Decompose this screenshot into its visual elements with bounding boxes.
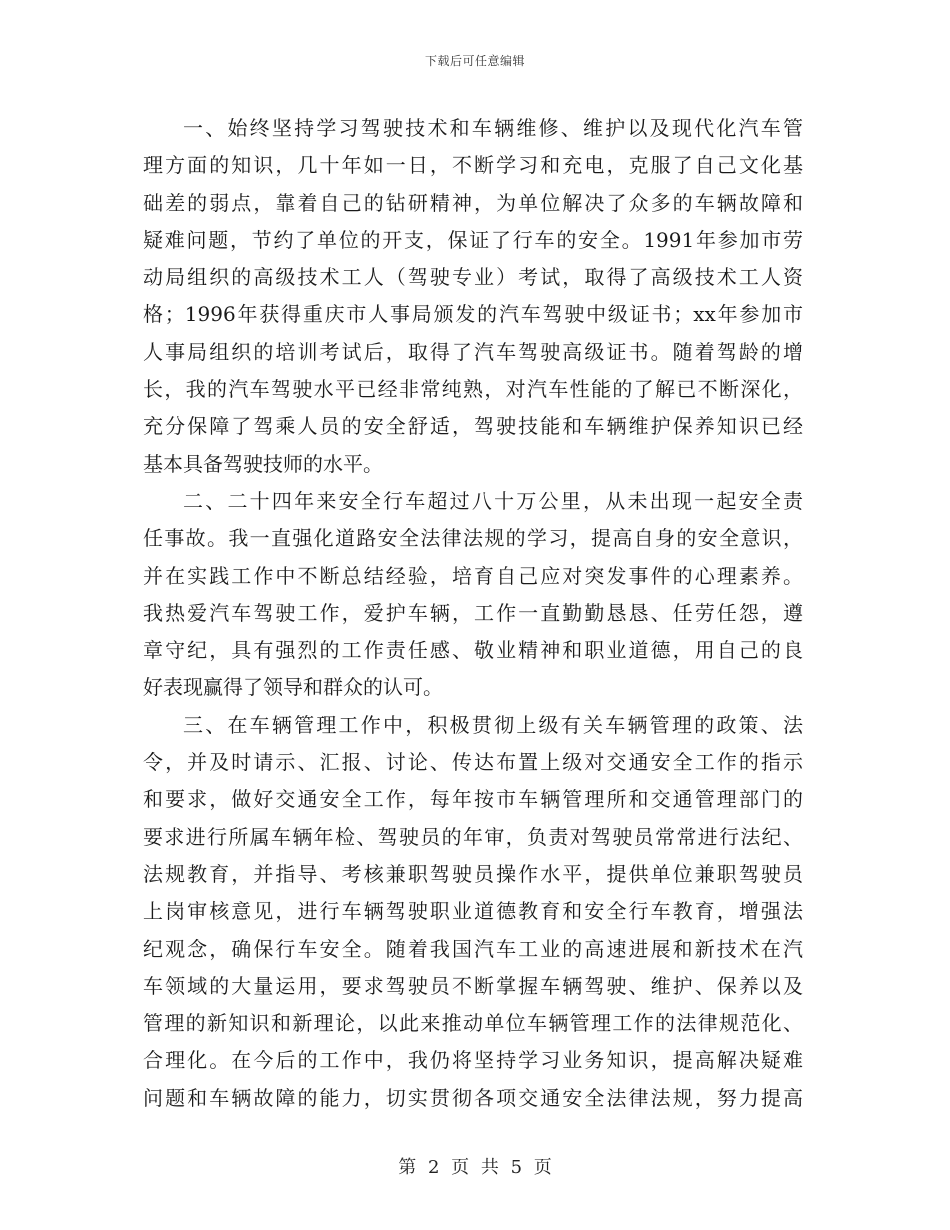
paragraph-line: 上岗审核意见，进行车辆驾驶职业道德教育和安全行车教育，增强法 bbox=[143, 899, 803, 924]
paragraph-line: 动局组织的高级技术工人（驾驶专业）考试，取得了高级技术工人资 bbox=[143, 265, 803, 290]
paragraph-line: 法规教育，并指导、考核兼职驾驶员操作水平，提供单位兼职驾驶员 bbox=[143, 861, 803, 886]
paragraph-line: 长，我的汽车驾驶水平已经非常纯熟，对汽车性能的了解已不断深化， bbox=[143, 377, 803, 402]
paragraph-line: 任事故。我一直强化道路安全法律法规的学习，提高自身的安全意识， bbox=[143, 526, 803, 551]
paragraph-line: 一、始终坚持学习驾驶技术和车辆维修、维护以及现代化汽车管 bbox=[183, 116, 803, 140]
paragraph-line: 章守纪，具有强烈的工作责任感、敬业精神和职业道德，用自己的良 bbox=[143, 638, 803, 663]
paragraph-line: 基本具备驾驶技师的水平。 bbox=[143, 451, 383, 476]
paragraph-line: 础差的弱点，靠着自己的钻研精神，为单位解决了众多的车辆故障和 bbox=[143, 190, 803, 215]
paragraph-2 bbox=[143, 483, 803, 707]
paragraph-line: 理方面的知识，几十年如一日，不断学习和充电，克服了自己文化基 bbox=[143, 153, 803, 178]
document-body bbox=[143, 110, 803, 1117]
paragraph-line: 好表现赢得了领导和群众的认可。 bbox=[143, 675, 443, 700]
paragraph-line: 疑难问题，节约了单位的开支，保证了行车的安全。1991年参加市劳 bbox=[143, 227, 803, 252]
paragraph-line: 二、二十四年来安全行车超过八十万公里，从未出现一起安全责 bbox=[183, 488, 803, 513]
paragraph-line: 问题和车辆故障的能力，切实贯彻各项交通安全法律法规，努力提高 bbox=[143, 1085, 803, 1110]
paragraph-line: 我热爱汽车驾驶工作，爱护车辆，工作一直勤勤恳恳、任劳任怨，遵 bbox=[143, 600, 803, 625]
paragraph-line: 令，并及时请示、汇报、讨论、传达布置上级对交通安全工作的指示 bbox=[143, 750, 803, 775]
paragraph-line: 纪观念，确保行车安全。随着我国汽车工业的高速进展和新技术在汽 bbox=[143, 936, 803, 961]
paragraph-line: 充分保障了驾乘人员的安全舒适，驾驶技能和车辆维护保养知识已经 bbox=[143, 414, 803, 439]
paragraph-line: 人事局组织的培训考试后，取得了汽车驾驶高级证书。随着驾龄的增 bbox=[143, 339, 803, 364]
paragraph-line: 三、在车辆管理工作中，积极贯彻上级有关车辆管理的政策、法 bbox=[183, 712, 803, 737]
paragraph-3 bbox=[143, 707, 803, 1117]
paragraph-line: 要求进行所属车辆年检、驾驶员的年审，负责对驾驶员常常进行法纪、 bbox=[143, 824, 803, 849]
page-number: 第 2 页 共 5 页 bbox=[398, 1157, 552, 1178]
paragraph-1 bbox=[143, 110, 803, 483]
paragraph-line: 车领域的大量运用，要求驾驶员不断掌握车辆驾驶、维护、保养以及 bbox=[143, 973, 803, 998]
paragraph-line: 和要求，做好交通安全工作，每年按市车辆管理所和交通管理部门的 bbox=[143, 787, 803, 812]
header-note: 下载后可任意编辑 bbox=[424, 54, 525, 68]
paragraph-line: 并在实践工作中不断总结经验，培育自己应对突发事件的心理素养。 bbox=[143, 563, 803, 588]
paragraph-line: 格；1996年获得重庆市人事局颁发的汽车驾驶中级证书；xx年参加市 bbox=[143, 302, 803, 327]
paragraph-line: 管理的新知识和新理论，以此来推动单位车辆管理工作的法律规范化、 bbox=[143, 1011, 803, 1036]
paragraph-line: 合理化。在今后的工作中，我仍将坚持学习业务知识，提高解决疑难 bbox=[143, 1048, 803, 1073]
